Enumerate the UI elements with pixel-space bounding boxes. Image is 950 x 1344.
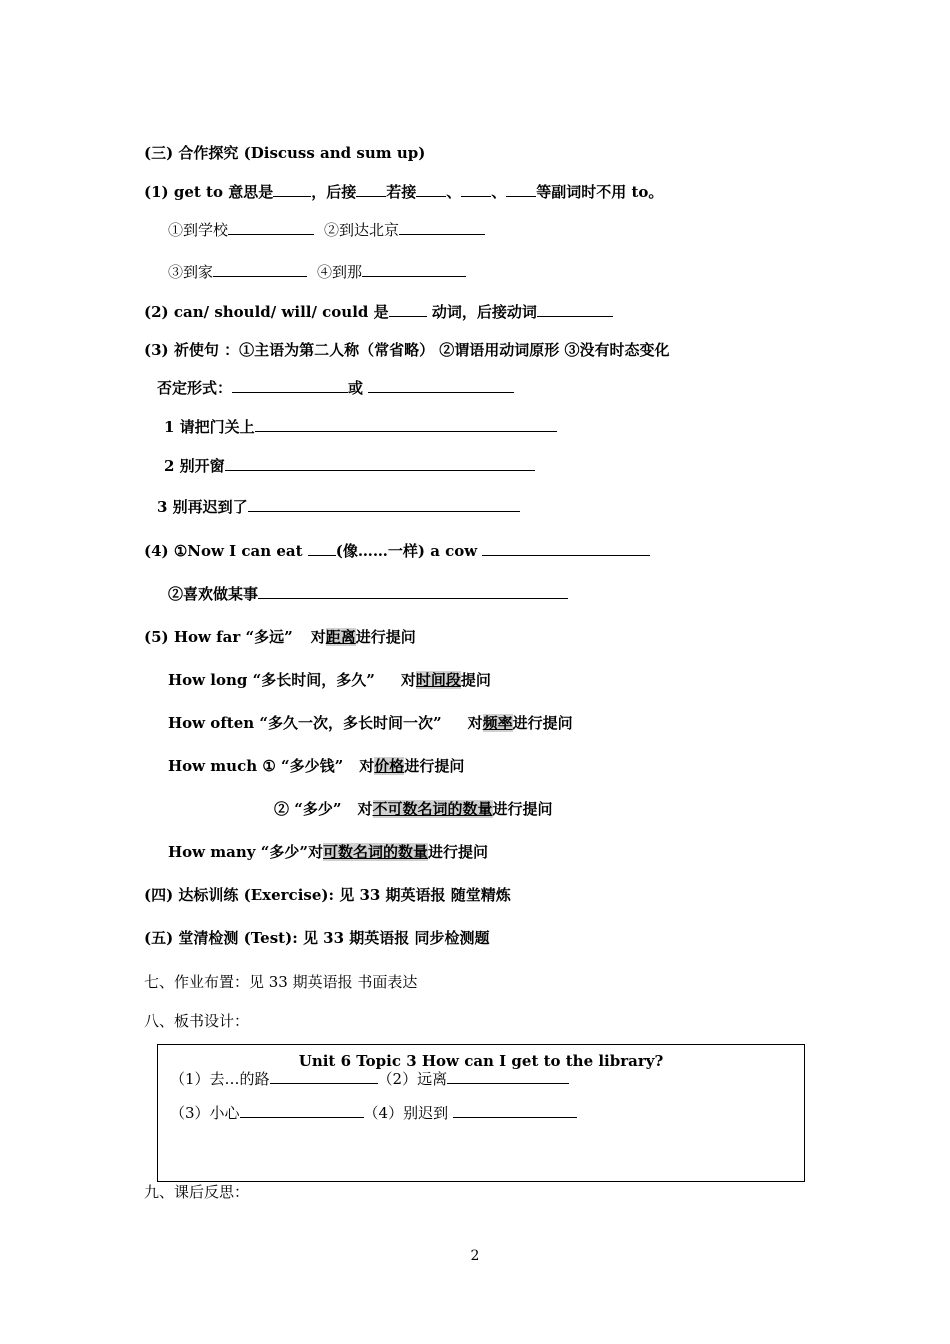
- q1-a: ①到学校: [168, 221, 229, 239]
- q5-long-highlight: 时间段: [415, 671, 461, 689]
- q5-how-much-1: [168, 756, 464, 776]
- board-row-2: [170, 1103, 577, 1123]
- q2-prefix: (2) can/ should/ will/ could 是: [144, 303, 389, 321]
- blank: [399, 220, 485, 235]
- q5-much1-highlight: 价格: [374, 757, 405, 775]
- q3-negative-form: [157, 378, 514, 398]
- q5-often-post: 进行提问: [512, 714, 573, 732]
- q5-much1-label: How much ① “多少钱”: [168, 757, 344, 775]
- q1-line: [144, 182, 663, 202]
- blank: [248, 497, 520, 512]
- q1-text-3: 、: [446, 183, 462, 201]
- q1-examples-2: [168, 262, 466, 282]
- q5-how-far: [144, 627, 416, 647]
- q5-much1-post: 进行提问: [404, 757, 465, 775]
- q5-long-pre: 对: [400, 671, 416, 689]
- blank: [228, 220, 314, 235]
- q5-often-pre: 对: [467, 714, 483, 732]
- q1-text-2: 若接: [386, 183, 417, 201]
- q5-far-label: (5) How far “多远”: [144, 628, 293, 646]
- q3-example-1: [164, 417, 557, 437]
- q3-e3-text: 3 别再迟到了: [157, 498, 248, 516]
- q1-d: ④到那: [317, 263, 363, 281]
- q4-line-2: [168, 584, 568, 604]
- q3-or: 或: [348, 379, 369, 397]
- blank: [356, 182, 386, 197]
- blank: [273, 182, 311, 197]
- q4-line: [144, 541, 650, 561]
- q2-line: [144, 302, 613, 322]
- q5-many-label: How many “多少”: [168, 843, 309, 861]
- blank: [308, 541, 336, 556]
- board-item-3: （3）小心: [170, 1104, 240, 1122]
- q1-text-1: ，后接: [311, 183, 357, 201]
- blank: [506, 182, 536, 197]
- blank: [270, 1069, 378, 1084]
- q5-how-many: [168, 842, 488, 862]
- blank: [461, 182, 491, 197]
- blank: [537, 302, 613, 317]
- q3-example-3: [157, 497, 520, 517]
- q5-much2-highlight: 不可数名词的数量: [372, 800, 493, 818]
- blank: [453, 1103, 577, 1118]
- q5-often-highlight: 频率: [482, 714, 513, 732]
- q1-b: ②到达北京: [324, 221, 400, 239]
- board-item-1: （1）去…的路: [170, 1070, 270, 1088]
- blank: [213, 262, 307, 277]
- q3-e2-text: 2 别开窗: [164, 457, 225, 475]
- q5-how-often: [168, 713, 573, 733]
- q4-b-text: ②喜欢做某事: [168, 585, 259, 603]
- q5-far-highlight: 距离: [325, 628, 356, 646]
- q1-c: ③到家: [168, 263, 214, 281]
- q5-much2-label: ② “多少”: [274, 800, 342, 818]
- q5-many-pre: 对: [308, 843, 324, 861]
- page-number: 2: [470, 1248, 480, 1264]
- board-design-box: [157, 1044, 805, 1182]
- section-9-reflection: 九、课后反思：: [144, 1183, 250, 1201]
- section-3-heading: (三) 合作探究 (Discuss and sum up): [144, 144, 426, 162]
- board-item-2: （2）远离: [377, 1070, 448, 1088]
- board-item-4: （4）别迟到: [363, 1104, 453, 1122]
- blank: [232, 378, 348, 393]
- blank: [368, 378, 514, 393]
- q1-examples-1: [168, 220, 485, 240]
- blank: [258, 584, 568, 599]
- section-5-test: (五) 堂清检测 (Test): 见 33 期英语报 同步检测题: [144, 929, 490, 947]
- blank: [255, 417, 557, 432]
- q1-prefix: (1) get to 意思是: [144, 183, 274, 201]
- q3-neg-label: 否定形式：: [157, 379, 233, 397]
- q5-many-post: 进行提问: [428, 843, 489, 861]
- blank: [225, 456, 535, 471]
- q5-long-label: How long “多长时间，多久”: [168, 671, 375, 689]
- q4-mid: (像……一样) a cow: [335, 542, 483, 560]
- q2-text-1: 动词，后接动词: [426, 303, 537, 321]
- blank: [389, 302, 427, 317]
- q5-much1-pre: 对: [359, 757, 375, 775]
- q3-example-2: [164, 456, 535, 476]
- blank: [240, 1103, 364, 1118]
- q5-how-long: [168, 670, 491, 690]
- q5-long-post: 提问: [460, 671, 491, 689]
- q5-much2-post: 进行提问: [492, 800, 553, 818]
- section-7-homework: 七、作业布置：见 33 期英语报 书面表达: [144, 973, 418, 991]
- q5-much2-pre: 对: [357, 800, 373, 818]
- q1-text-5: 等副词时不用 to。: [536, 183, 664, 201]
- blank: [482, 541, 650, 556]
- q1-text-4: 、: [491, 183, 507, 201]
- q5-far-pre: 对: [310, 628, 326, 646]
- q5-many-highlight: 可数名词的数量: [323, 843, 429, 861]
- board-row-1: [170, 1069, 569, 1089]
- section-8-board-design: 八、板书设计：: [144, 1012, 250, 1030]
- q3-e1-text: 1 请把门关上: [164, 418, 255, 436]
- board-title: Unit 6 Topic 3 How can I get to the library?: [298, 1052, 664, 1070]
- q4-prefix: (4) ①Now I can eat: [144, 542, 308, 560]
- blank: [362, 262, 466, 277]
- blank: [416, 182, 446, 197]
- blank: [447, 1069, 569, 1084]
- q3-heading: (3) 祈使句 ：①主语为第二人称（常省略） ②谓语用动词原形 ③没有时态变化: [144, 341, 670, 359]
- q5-how-much-2: [274, 799, 553, 819]
- section-4-exercise: (四) 达标训练 (Exercise): 见 33 期英语报 随堂精炼: [144, 886, 511, 904]
- q5-far-post: 进行提问: [355, 628, 416, 646]
- q5-often-label: How often “多久一次，多长时间一次”: [168, 714, 442, 732]
